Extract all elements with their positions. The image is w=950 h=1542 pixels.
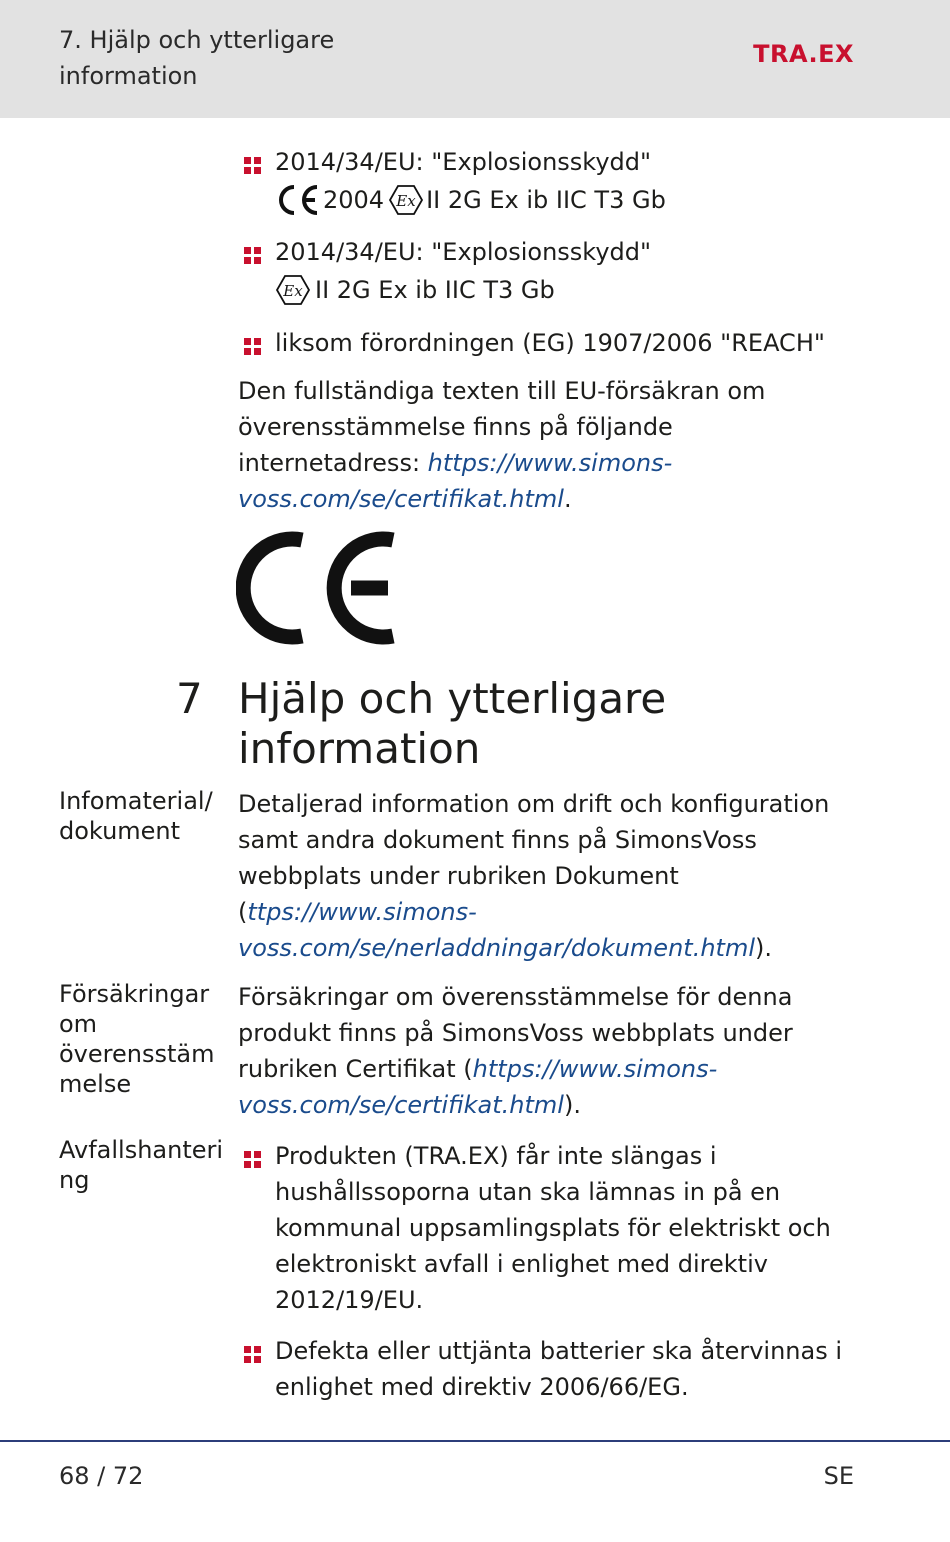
certificate-link[interactable]: https://www.simons-voss.com/se/certifikat.html [238,449,673,513]
ce-mark-icon [275,183,321,217]
ce-year: 2004 [323,186,385,214]
directive-marking: II 2G Ex ib IIC T3 Gb [315,276,555,304]
bullet-icon [244,1151,261,1168]
language-code: SE [823,1462,854,1490]
bullet-icon [244,157,261,174]
disposal-text: Produkten (TRA.EX) får inte slängas i hushållssoporna utan ska lämnas in på en kommunal uppsamlingsplats för elektriskt och elektroniskt avfall i enlighet med direktiv 2012/19/EU. [275,1142,831,1314]
section-text-infomaterial [238,786,858,966]
disposal-item [238,1138,848,1318]
declaration-text: Den fullständiga texten till EU-försäkran om överensstämmelse finns på följande internetadress: [238,377,766,477]
ex-hexagon-icon [275,273,311,307]
ce-mark-logo [236,530,400,646]
footer-divider [0,1440,950,1442]
declaration-suffix: . [563,485,572,513]
chapter-number: 7 [176,674,203,723]
directive-item [238,144,848,220]
page-header [0,0,950,118]
conformity-suffix: ). [563,1091,581,1119]
ex-hexagon-icon [388,183,424,217]
page-number: 68 / 72 [59,1462,144,1490]
bullet-icon [244,338,261,355]
bullet-icon [244,247,261,264]
directive-text: 2014/34/EU: "Explosionsskydd" [275,238,652,266]
directive-marking-line [275,270,848,310]
directive-text: 2014/34/EU: "Explosionsskydd" [275,148,652,176]
documents-link[interactable]: ttps://www.simons-voss.com/se/nerladdningar/dokument.html [238,898,755,962]
infomaterial-text: Detaljerad information om drift och konfiguration samt andra dokument finns på SimonsVoss webbplats under rubriken Dokument ( [238,790,830,926]
section-label-infomaterial: Infomaterial/ dokument [59,787,213,845]
infomaterial-suffix: ). [754,934,772,962]
directive-item [238,234,848,310]
section-label-conformity: Försäkringar om överensstäm melse [59,980,215,1098]
directive-item [238,325,848,361]
bullet-icon [244,1346,261,1363]
declaration-paragraph [238,373,858,517]
header-chapter-title: 7. Hjälp och ytterligare information [59,26,335,90]
svg-text:Ex: Ex [396,192,416,210]
directive-marking-line [275,180,848,220]
svg-text:Ex: Ex [283,282,303,300]
conformity-text: Försäkringar om överensstämmelse för denna produkt finns på SimonsVoss webbplats under rubriken Certifikat ( [238,983,793,1083]
header-product-name: TRA.EX [753,40,854,68]
chapter-title: Hjälp och ytterligare information [238,674,667,773]
disposal-text: Defekta eller uttjänta batterier ska återvinnas i enlighet med direktiv 2006/66/EG. [275,1337,843,1401]
section-text-conformity [238,979,858,1123]
certificates-link[interactable]: https://www.simons-voss.com/se/certifikat.html [238,1055,718,1119]
section-label-disposal: Avfallshanteri ng [59,1136,224,1194]
directive-marking: II 2G Ex ib IIC T3 Gb [426,186,666,214]
disposal-item [238,1333,848,1405]
directive-text: liksom förordningen (EG) 1907/2006 "REACH" [275,329,825,357]
